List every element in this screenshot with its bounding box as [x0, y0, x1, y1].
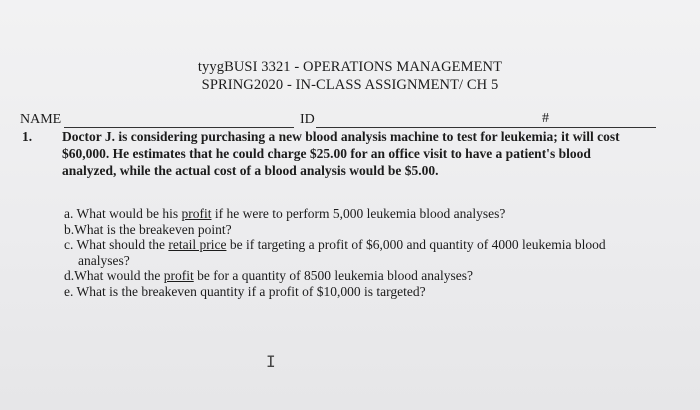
document-header [0, 58, 700, 94]
hash-label: # [542, 111, 549, 126]
question-number: 1. [22, 129, 33, 144]
text-cursor-icon: I [266, 352, 276, 371]
part-c-post: be if targeting a profit of $6,000 and quantity of 4000 leukemia blood [226, 237, 606, 252]
part-c-pre: c. What should the [64, 237, 169, 252]
question-line: $60,000. He estimates that he could charge $25.00 for an office visit to have a patient's blood [62, 146, 591, 161]
part-b: b.What is the breakeven point? [64, 221, 232, 237]
question-parts [64, 206, 664, 299]
part-c-continuation: analyses? [78, 252, 130, 268]
part-d-pre: d.What would the [64, 268, 164, 283]
part-c [64, 237, 664, 253]
part-d-post: be for a quantity of 8500 leukemia blood analyses? [193, 268, 474, 283]
id-label: ID [300, 112, 315, 127]
course-title: tyygBUSI 3321 - OPERATIONS MANAGEMENT [197, 59, 503, 75]
question-line: Doctor J. is considering purchasing a new blood analysis machine to test for leukemia; it will cost [62, 129, 620, 144]
part-d [64, 268, 664, 284]
part-d-underlined: profit [163, 268, 194, 283]
name-label: NAME [20, 112, 62, 127]
part-a-pre: a. What would be his [64, 206, 182, 221]
question-text [62, 128, 682, 179]
part-a [64, 206, 664, 222]
question-line: analyzed, while the actual cost of a blood analysis would be $5.00. [62, 163, 439, 178]
assignment-subtitle: SPRING2020 - IN-CLASS ASSIGNMENT/ CH 5 [201, 77, 499, 93]
part-a-post: if he were to perform 5,000 leukemia blood analyses? [211, 206, 506, 221]
part-e: e. What is the breakeven quantity if a profit of $10,000 is targeted? [64, 283, 426, 299]
part-c-underlined: retail price [168, 237, 227, 252]
part-a-underlined: profit [181, 206, 212, 221]
